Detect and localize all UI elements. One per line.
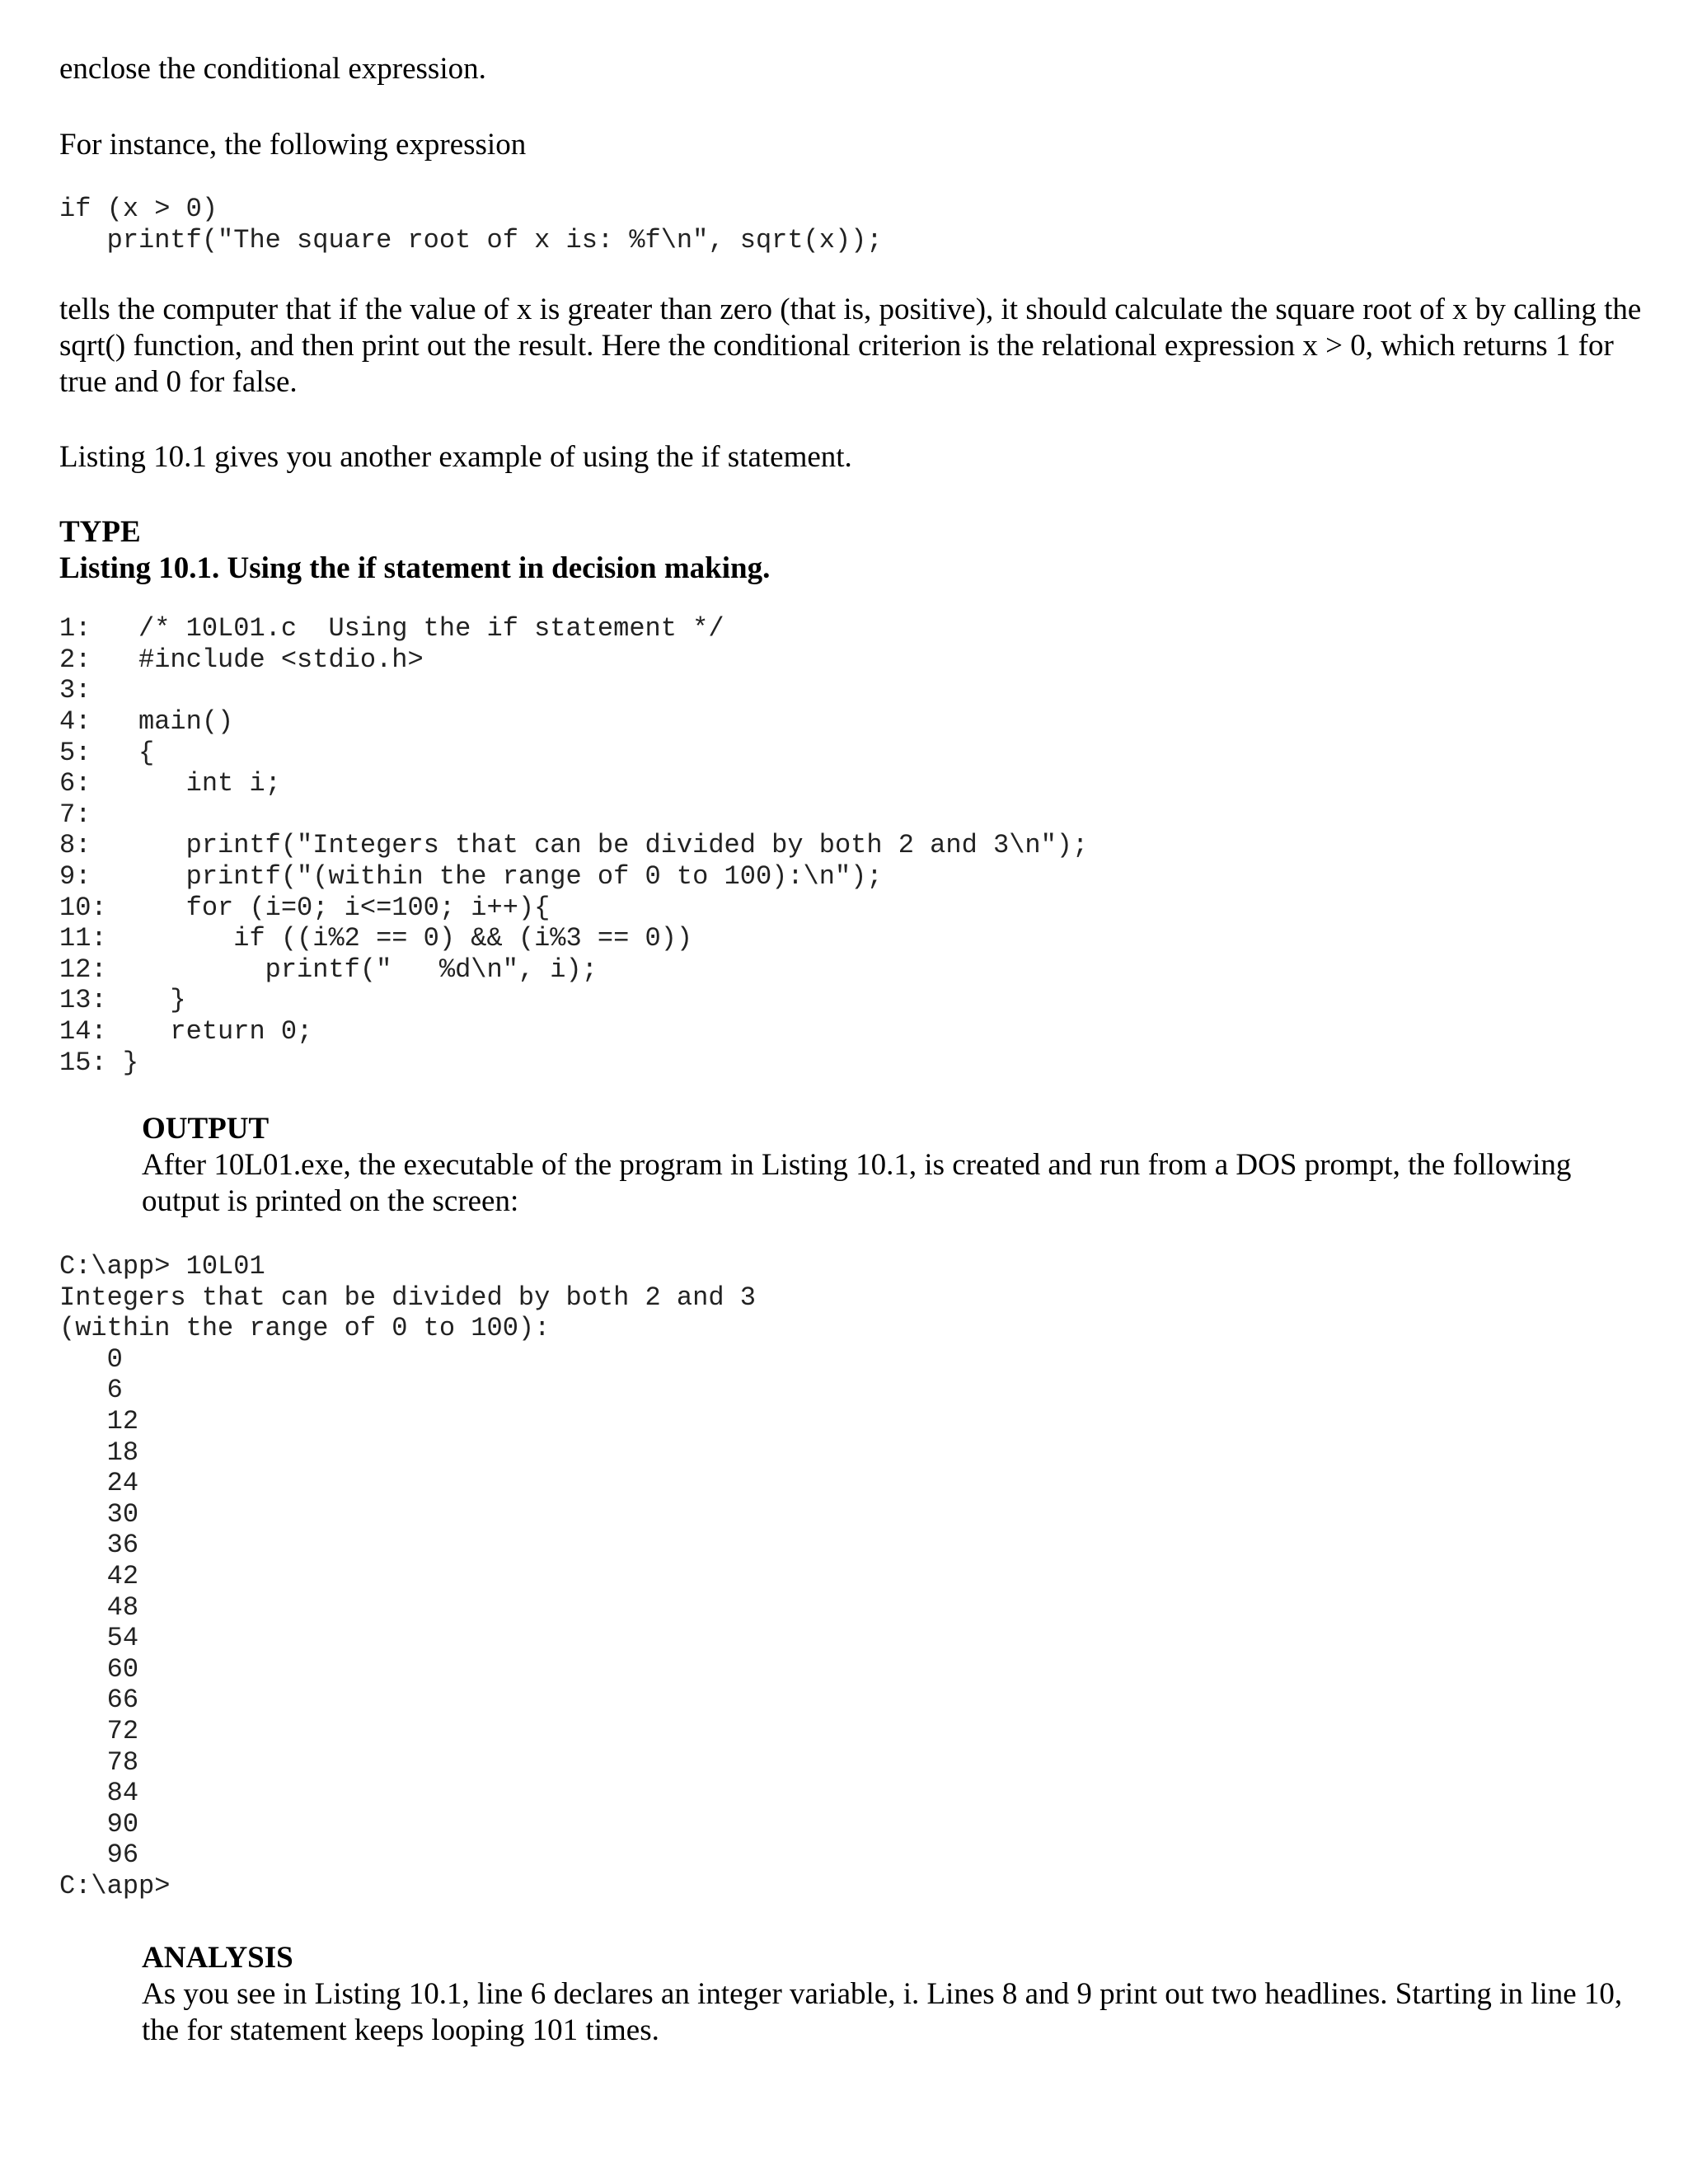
listing-code: 1: /* 10L01.c Using the if statement */ 2: #include <stdio.h> 3: 4: main() 5: { 6: int i; 7: 8: printf("Integers that can be divided by both 2 and 3\n"); 9: printf("(within the range of 0 to 100):\n"); 10: for (i=0; i<=100; i++){ 11: if ((i%2 == 0) && (i%3 == 0)) 12: printf(" %d\n", i); 13: } 14: return 0; 15: } (59, 613, 1089, 1078)
output-heading: OUTPUT (142, 1112, 270, 1146)
listing-title: Listing 10.1. Using the if statement in decision making. (59, 551, 771, 586)
output-description: After 10L01.exe, the executable of the program in Listing 10.1, is created and run from a DOS prompt, the following output is printed on the screen: (142, 1148, 1579, 1219)
analysis-section (142, 1940, 1642, 2049)
analysis-text: As you see in Listing 10.1, line 6 declares an integer variable, i. Lines 8 and 9 print out two headlines. Starting in line 10, the for statement keeps looping 101 times. (142, 1976, 1630, 2047)
intro-end-paragraph: enclose the conditional expression. (59, 52, 486, 86)
document-page (59, 51, 1649, 2049)
listing-reference-paragraph: Listing 10.1 gives you another example of using the if statement. (59, 440, 852, 475)
analysis-heading: ANALYSIS (142, 1940, 293, 1975)
output-code: C:\app> 10L01 Integers that can be divided by both 2 and 3 (within the range of 0 to 100): 0 6 12 18 24 30 36 42 48 54 60 66 72 78 84 90 96 C:\app> (59, 1251, 756, 1901)
code-example: if (x > 0) printf("The square root of x is: %f\n", sqrt(x)); (59, 194, 883, 255)
explanation-paragraph: tells the computer that if the value of x is greater than zero (that is, positive), it should calculate the square root of x by calling the sqrt() function, and then print out the result. Here the conditional criterion is the relational expression x > 0, which returns 1 for true and 0 for false. (59, 293, 1649, 400)
output-section (142, 1111, 1642, 1220)
instance-paragraph: For instance, the following expression (59, 128, 527, 162)
type-heading: TYPE (59, 515, 141, 550)
